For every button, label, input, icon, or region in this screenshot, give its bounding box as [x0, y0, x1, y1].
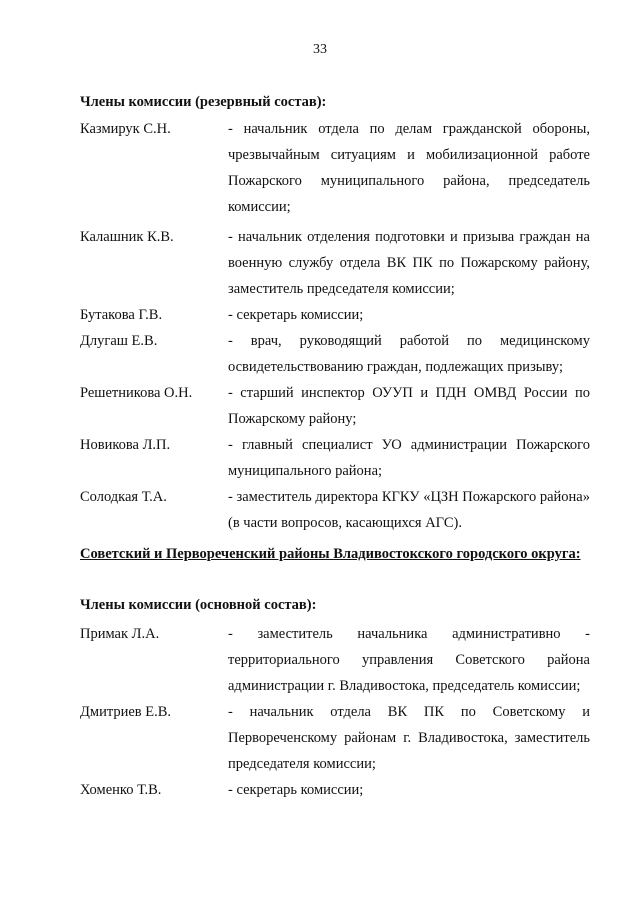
member-name: Решетникова О.Н. — [80, 385, 193, 401]
member-name: Новикова Л.П. — [80, 437, 171, 453]
member-name: Солодкая Т.А. — [80, 489, 167, 505]
member-role: - начальник отделения подготовки и призыва граждан на военную службу отдела ВК ПК по Пожарскому району, заместитель председателя комиссии; — [228, 229, 590, 297]
member-name: Дмитриев Е.В. — [80, 704, 172, 720]
page-number: 33 — [313, 42, 327, 57]
member-role: - старший инспектор ОУУП и ПДН ОМВД России по Пожарскому району; — [228, 385, 590, 427]
member-row — [80, 777, 590, 803]
member-row — [80, 699, 590, 777]
member-name: Длугаш Е.В. — [80, 333, 158, 349]
member-role: - начальник отдела по делам гражданской обороны, чрезвычайным ситуациям и мобилизационной работе Пожарского муниципального района, председатель комиссии; — [228, 121, 590, 215]
member-role: - заместитель начальника административно - территориального управления Советского района администрации г. Владивостока, председатель комиссии; — [228, 626, 590, 694]
member-row — [80, 380, 590, 432]
member-row — [80, 432, 590, 484]
member-name: Казмирук С.Н. — [80, 121, 171, 137]
district-section — [80, 545, 590, 564]
district-heading: Советский и Первореченский районы Владивостокского городского округа: — [80, 546, 581, 562]
member-row — [80, 302, 590, 328]
section-heading-main: Члены комиссии (основной состав): — [80, 597, 317, 613]
member-row — [80, 621, 590, 699]
member-name: Бутакова Г.В. — [80, 307, 163, 323]
member-name: Калашник К.В. — [80, 229, 174, 245]
member-role: - главный специалист УО администрации Пожарского муниципального района; — [228, 437, 590, 479]
section-heading-reserve: Члены комиссии (резервный состав): — [80, 94, 327, 110]
member-row — [80, 328, 590, 380]
member-role: - начальник отдела ВК ПК по Советскому и Первореченскому районам г. Владивостока, заместитель председателя комиссии; — [228, 704, 590, 772]
member-role: - врач, руководящий работой по медицинскому освидетельствованию граждан, подлежащих призыву; — [228, 333, 590, 375]
member-name: Хоменко Т.В. — [80, 782, 162, 798]
member-role: - заместитель директора КГКУ «ЦЗН Пожарского района» (в части вопросов, касающихся АГС). — [228, 489, 590, 531]
member-name: Примак Л.А. — [80, 626, 160, 642]
member-row — [80, 116, 590, 220]
member-row — [80, 484, 590, 536]
member-row — [80, 224, 590, 302]
member-role: - секретарь комиссии; — [228, 782, 364, 798]
reserve-members-section — [80, 90, 590, 536]
member-role: - секретарь комиссии; — [228, 307, 364, 323]
main-members-section — [80, 593, 590, 803]
